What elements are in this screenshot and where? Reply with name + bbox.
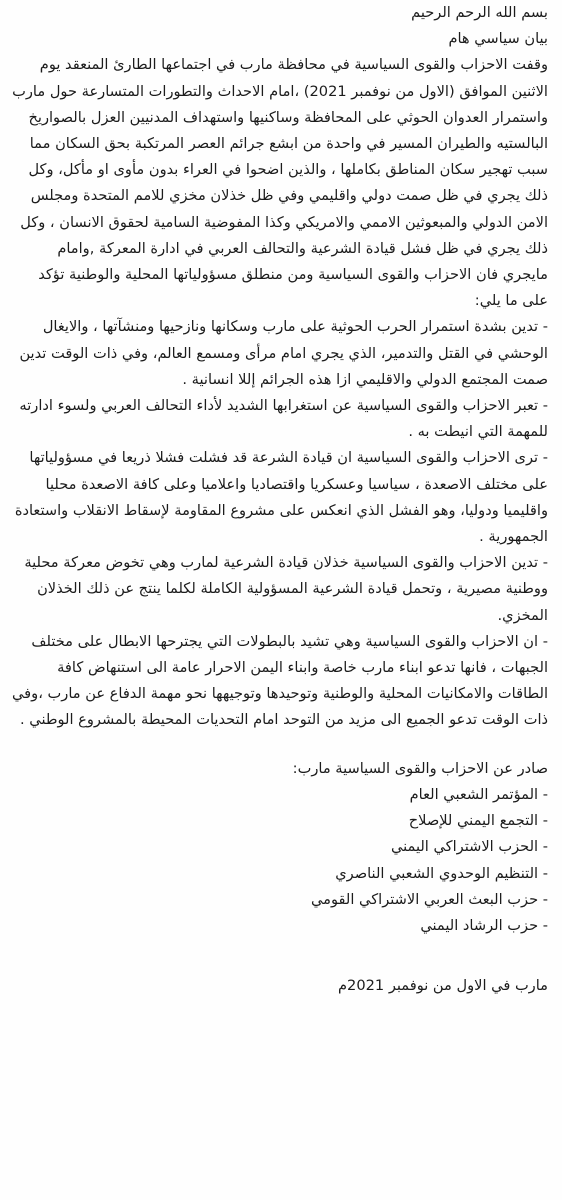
party-list-item: - التنظيم الوحدوي الشعبي الناصري — [335, 864, 548, 882]
date-line: مارب في الاول من نوفمبر 2021م — [338, 977, 548, 995]
issued-by-line: صادر عن الاحزاب والقوى السياسية مارب: — [292, 759, 548, 777]
statement-body — [8, 0, 548, 999]
point-item: - تعبر الاحزاب والقوى السياسية عن استغرابها الشديد لأداء التحالف العربي ولسوء ادارته للمهمة التي انيطت به . — [19, 397, 548, 441]
party-list-item: - حزب البعث العربي الاشتراكي القومي — [311, 890, 548, 908]
party-list-item: - التجمع اليمني للإصلاح — [408, 812, 548, 830]
party-list-item: - حزب الرشاد اليمني — [420, 916, 548, 934]
intro-paragraph: وقفت الاحزاب والقوى السياسية في محافظة مارب في اجتماعها الطارئ المنعقد يوم الاثنين الموافق (الاول من نوفمبر 2021) ،امام الاحداث والتطورات المتسارعة حول مارب واستمرار العدوان الحوثي على المحافظة وساكنيها واستهداف المدنيين العزل بالصواريخ البالستيه والطيران المسير في واحدة من ابشع جرائم العصر المرتكبة بحق السكان مما سبب تهجير سكان المناطق بكاملها ، والذين اضحوا في العراء بدون مأوى او مأكل، وكل ذلك يجري في ظل صمت دولي واقليمي وفي ظل خذلان مخزي للامم المتحدة ومجلس الامن الدولي والمبعوثين الاممي والامريكي وكذا المفوضية السامية لحقوق الانسان ، وكل ذلك يجري في ظل فشل قيادة الشرعية والتحالف العربي في ادارة المعركة ,وامام مايجري فان الاحزاب والقوى السياسية ومن منطلق مسؤولياتها المحلية والوطنية تؤكد على ما يلي: — [12, 56, 548, 310]
point-item: على مختلف الاصعدة ، سياسيا وعسكريا واقتصاديا واعلاميا وعلى كافة الاصعدة محليا واقليميا ودوليا، وهو الفشل الذي انعكس على مشروع المقاومة لإسقاط الانقلاب واستعادة الجمهورية . — [14, 475, 548, 546]
point-item: - تدين الاحزاب والقوى السياسية خذلان قيادة الشرعية لمارب وهي تخوض معركة محلية ووطنية مصيرية ، وتحمل قيادة الشرعية المسؤولية الكاملة لكلما ينتج عن ذلك الخذلان المخزي. — [24, 554, 548, 624]
point-item: - تدين بشدة استمرار الحرب الحوثية على مارب وسكانها ونازحيها ومنشآتها ، والايغال الوحشي في القتل والتدمير، الذي يجري امام مرأى ومسمع العالم، وفي ذات الوقت تدين صمت المجتمع الدولي والاقليمي ازا هذه الجرائم إللا انسانية . — [19, 318, 548, 388]
statement-heading: بيان سياسي هام — [448, 30, 548, 48]
party-list-item: - الحزب الاشتراكي اليمني — [390, 838, 548, 856]
party-list-item: - المؤتمر الشعبي العام — [409, 785, 548, 803]
section-spacer — [8, 734, 548, 756]
point-item: - ان الاحزاب والقوى السياسية وهي تشيد بالبطولات التي يجترحها الابطال على مختلف الجبهات ، فانها تدعو ابناء مارب خاصة وابناء اليمن الاحرار عامة الى استنهاض كافة الطاقات والامكانيات المحلية والوطنية وتوحيدها وتوجيهها نحو مهمة الدفاع عن مارب ،وفي ذات الوقت تدعو الجميع الى مزيد من التوحد امام التحديات المحيطة بالمشروع الوطني . — [12, 632, 548, 729]
basmala: بسم الله الرحم الرحيم — [411, 4, 548, 21]
point-item: - ترى الاحزاب والقوى السياسية ان قيادة الشرعة قد فشلت فشلا ذريعا في مسؤولياتها — [29, 449, 548, 467]
section-spacer — [8, 939, 548, 973]
